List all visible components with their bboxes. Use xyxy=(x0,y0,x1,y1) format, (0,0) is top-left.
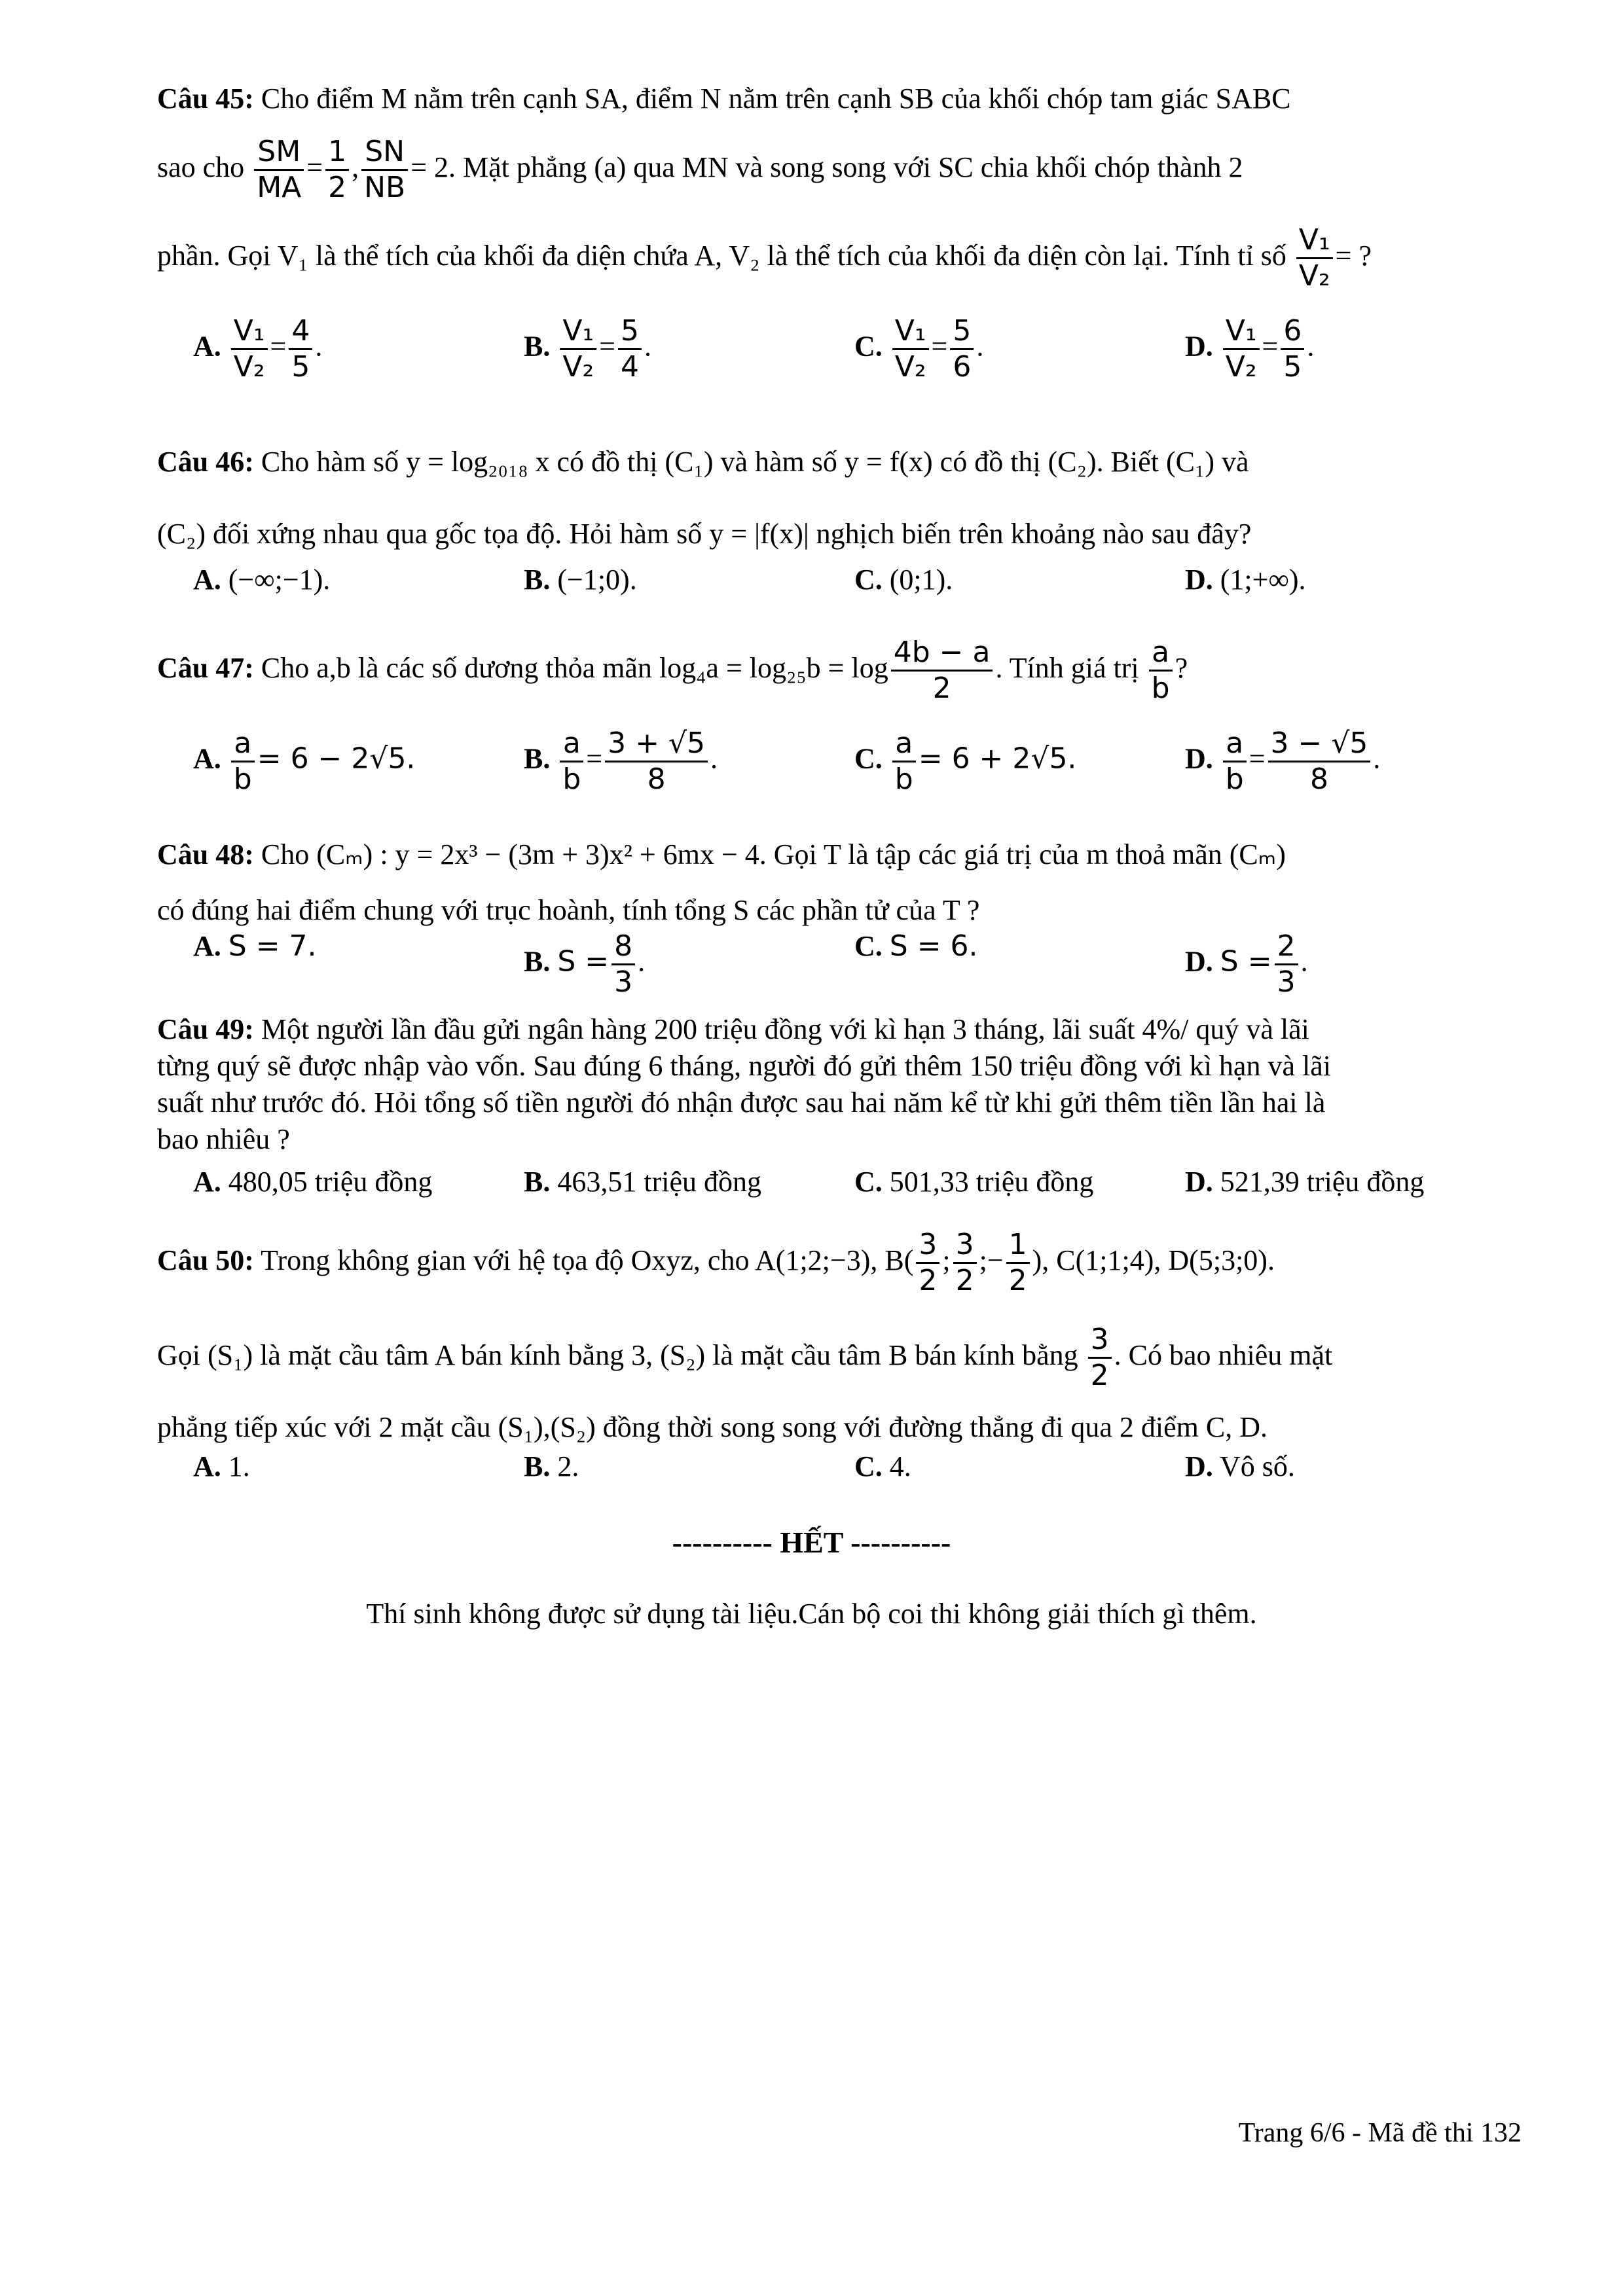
question-49 xyxy=(157,1011,1545,1158)
question-46-line2 xyxy=(157,497,1545,571)
option-a[interactable]: A. 1. xyxy=(193,1450,250,1482)
question-label: Câu 45: xyxy=(157,82,254,115)
question-45-line3: phần. Gọi V₁ là thể tích của khối đa diện chứa A, V₂ là thể tích của khối đa diện còn lại. Tính tỉ số $\frac{\text{V₁}}{\text{V₂}}$ = ? xyxy=(157,223,1372,293)
option-a[interactable]: A. $\frac{a}{b}$ = 6 − 2√5. xyxy=(193,726,416,796)
fraction: $\frac{SN}{NB}$ xyxy=(361,135,408,205)
question-text: Cho (Cₘ) : y = 2x³ − (3m + 3)x² + 6mx − 4. Gọi T là tập các giá trị của m thoả mãn (Cₘ) xyxy=(253,838,1286,870)
question-50-line3 xyxy=(157,1391,1545,1464)
option-c[interactable]: C. S = 6. xyxy=(854,929,978,963)
question-text: Trong không gian với hệ tọa độ Oxyz, cho A(1;2;−3), B( xyxy=(253,1244,914,1276)
option-d[interactable]: D. (1;+∞). xyxy=(1185,564,1306,596)
option-c[interactable]: C. $\frac{a}{b}$ = 6 + 2√5. xyxy=(854,726,1077,796)
option-b[interactable]: B. 463,51 triệu đồng xyxy=(524,1166,761,1198)
question-text: bao nhiêu ? xyxy=(157,1123,290,1155)
exam-note: Thí sinh không được sử dụng tài liệu.Cán bộ coi thi không giải thích gì thêm. xyxy=(366,1598,1257,1630)
question-50-line2: Gọi (S₁) là mặt cầu tâm A bán kính bằng 3, (S₂) là mặt cầu tâm B bán kính bằng $\frac{3}{2}$ . Có bao nhiêu mặt xyxy=(157,1323,1333,1393)
fraction: $\frac{SM}{MA}$ xyxy=(254,135,304,205)
page-footer: Trang 6/6 - Mã đề thi 132 xyxy=(1238,2118,1522,2148)
question-label: Câu 47: xyxy=(157,652,254,684)
fraction: $\frac{1}{2}$ xyxy=(325,135,349,205)
question-50: Câu 50: Trong không gian với hệ tọa độ Oxyz, cho A(1;2;−3), B( $\frac{3}{2}$ ; $\frac{3}{2}$ ;− $\frac{1}{2}$ ), C(1;1;4), D(5;3;0). xyxy=(157,1228,1275,1298)
question-text: sao cho xyxy=(157,151,245,183)
option-b[interactable]: B. 2. xyxy=(524,1450,579,1482)
option-d[interactable]: D. 521,39 triệu đồng xyxy=(1185,1166,1425,1198)
fraction: $\frac{\text{V₁}}{\text{V₂}}$ xyxy=(1296,223,1333,293)
question-text: (C₂) đối xứng nhau qua gốc tọa độ. Hỏi hàm số y = |f(x)| nghịch biến trên khoảng nào sau đây? xyxy=(157,518,1252,550)
option-c[interactable]: C. (0;1). xyxy=(854,564,953,596)
option-d[interactable]: D. $\frac{a}{b}$ = $\frac{3 - √5}{8}$ . xyxy=(1185,726,1381,796)
fraction: $\frac{a}{b}$ xyxy=(1149,636,1173,706)
end-marker: ---------- HẾT ---------- xyxy=(672,1526,951,1559)
option-b[interactable]: B. $\frac{\text{V₁}}{\text{V₂}}$ = $\frac{5}{4}$ . xyxy=(524,314,651,384)
option-a[interactable]: A. $\frac{\text{V₁}}{\text{V₂}}$ = $\frac{4}{5}$ . xyxy=(193,314,323,384)
option-a[interactable]: A. 480,05 triệu đồng xyxy=(193,1166,433,1198)
question-48-line2 xyxy=(157,874,1545,947)
question-text: từng quý sẽ được nhập vào vốn. Sau đúng 6 tháng, người đó gửi thêm 150 triệu đồng với kì hạn và lãi xyxy=(157,1050,1331,1082)
option-a[interactable]: A. S = 7. xyxy=(193,929,317,963)
option-d[interactable]: D. S = $\frac{2}{3}$ . xyxy=(1185,929,1308,999)
fraction: $\frac{4b - a}{2}$ xyxy=(891,636,993,706)
question-label: Câu 50: xyxy=(157,1244,254,1276)
question-label: Câu 46: xyxy=(157,446,254,478)
option-c[interactable]: C. $\frac{\text{V₁}}{\text{V₂}}$ = $\frac{5}{6}$ . xyxy=(854,314,984,384)
option-c[interactable]: C. 4. xyxy=(854,1450,911,1482)
question-label: Câu 49: xyxy=(157,1013,254,1045)
option-b[interactable]: B. $\frac{a}{b}$ = $\frac{3 + √5}{8}$ . xyxy=(524,726,718,796)
question-text: có đúng hai điểm chung với trục hoành, tính tổng S các phần tử của T ? xyxy=(157,894,980,926)
question-text: Gọi (S₁) là mặt cầu tâm A bán kính bằng 3, (S₂) là mặt cầu tâm B bán kính bằng xyxy=(157,1339,1078,1371)
option-b[interactable]: B. S = $\frac{8}{3}$ . xyxy=(524,929,646,999)
question-text: suất như trước đó. Hỏi tổng số tiền người đó nhận được sau hai năm kể từ khi gửi thêm tiền lần hai là xyxy=(157,1086,1326,1119)
option-b[interactable]: B. (−1;0). xyxy=(524,564,637,596)
question-text: phẳng tiếp xúc với 2 mặt cầu (S₁),(S₂) đồng thời song song với đường thẳng đi qua 2 điểm C, D. xyxy=(157,1411,1267,1443)
question-45 xyxy=(157,62,1545,135)
option-a[interactable]: A. (−∞;−1). xyxy=(193,564,331,596)
question-46 xyxy=(157,425,1545,499)
question-45-line2: sao cho $\frac{SM}{MA}$ = $\frac{1}{2}$ , $\frac{SN}{NB}$ = 2. Mặt phẳng (a) qua MN và song song với SC chia khối chóp thành 2 xyxy=(157,135,1243,205)
question-label: Câu 48: xyxy=(157,838,254,870)
question-text: Cho hàm số y = log₂₀₁₈ x có đồ thị (C₁) và hàm số y = f(x) có đồ thị (C₂). Biết (C₁) và xyxy=(253,446,1249,478)
question-47: Câu 47: Cho a,b là các số dương thỏa mãn log₄a = log₂₅b = log $\frac{4b - a}{2}$ . Tính giá trị $\frac{a}{b}$ ? xyxy=(157,636,1188,706)
question-text: Cho điểm M nằm trên cạnh SA, điểm N nằm trên cạnh SB của khối chóp tam giác SABC xyxy=(253,82,1291,115)
option-d[interactable]: D. Vô số. xyxy=(1185,1450,1295,1482)
option-d[interactable]: D. $\frac{\text{V₁}}{\text{V₂}}$ = $\frac{6}{5}$ . xyxy=(1185,314,1315,384)
question-text: phần. Gọi V₁ là thể tích của khối đa diện chứa A, V₂ là thể tích của khối đa diện còn lại. Tính tỉ số xyxy=(157,240,1286,272)
question-text: = 2. Mặt phẳng (a) qua MN và song song với SC chia khối chóp thành 2 xyxy=(410,151,1243,183)
question-text: Một người lần đầu gửi ngân hàng 200 triệu đồng với kì hạn 3 tháng, lãi suất 4%/ quý và lãi xyxy=(253,1013,1309,1045)
option-c[interactable]: C. 501,33 triệu đồng xyxy=(854,1166,1094,1198)
question-text: Cho a,b là các số dương thỏa mãn log₄a = log₂₅b = log xyxy=(253,652,888,684)
